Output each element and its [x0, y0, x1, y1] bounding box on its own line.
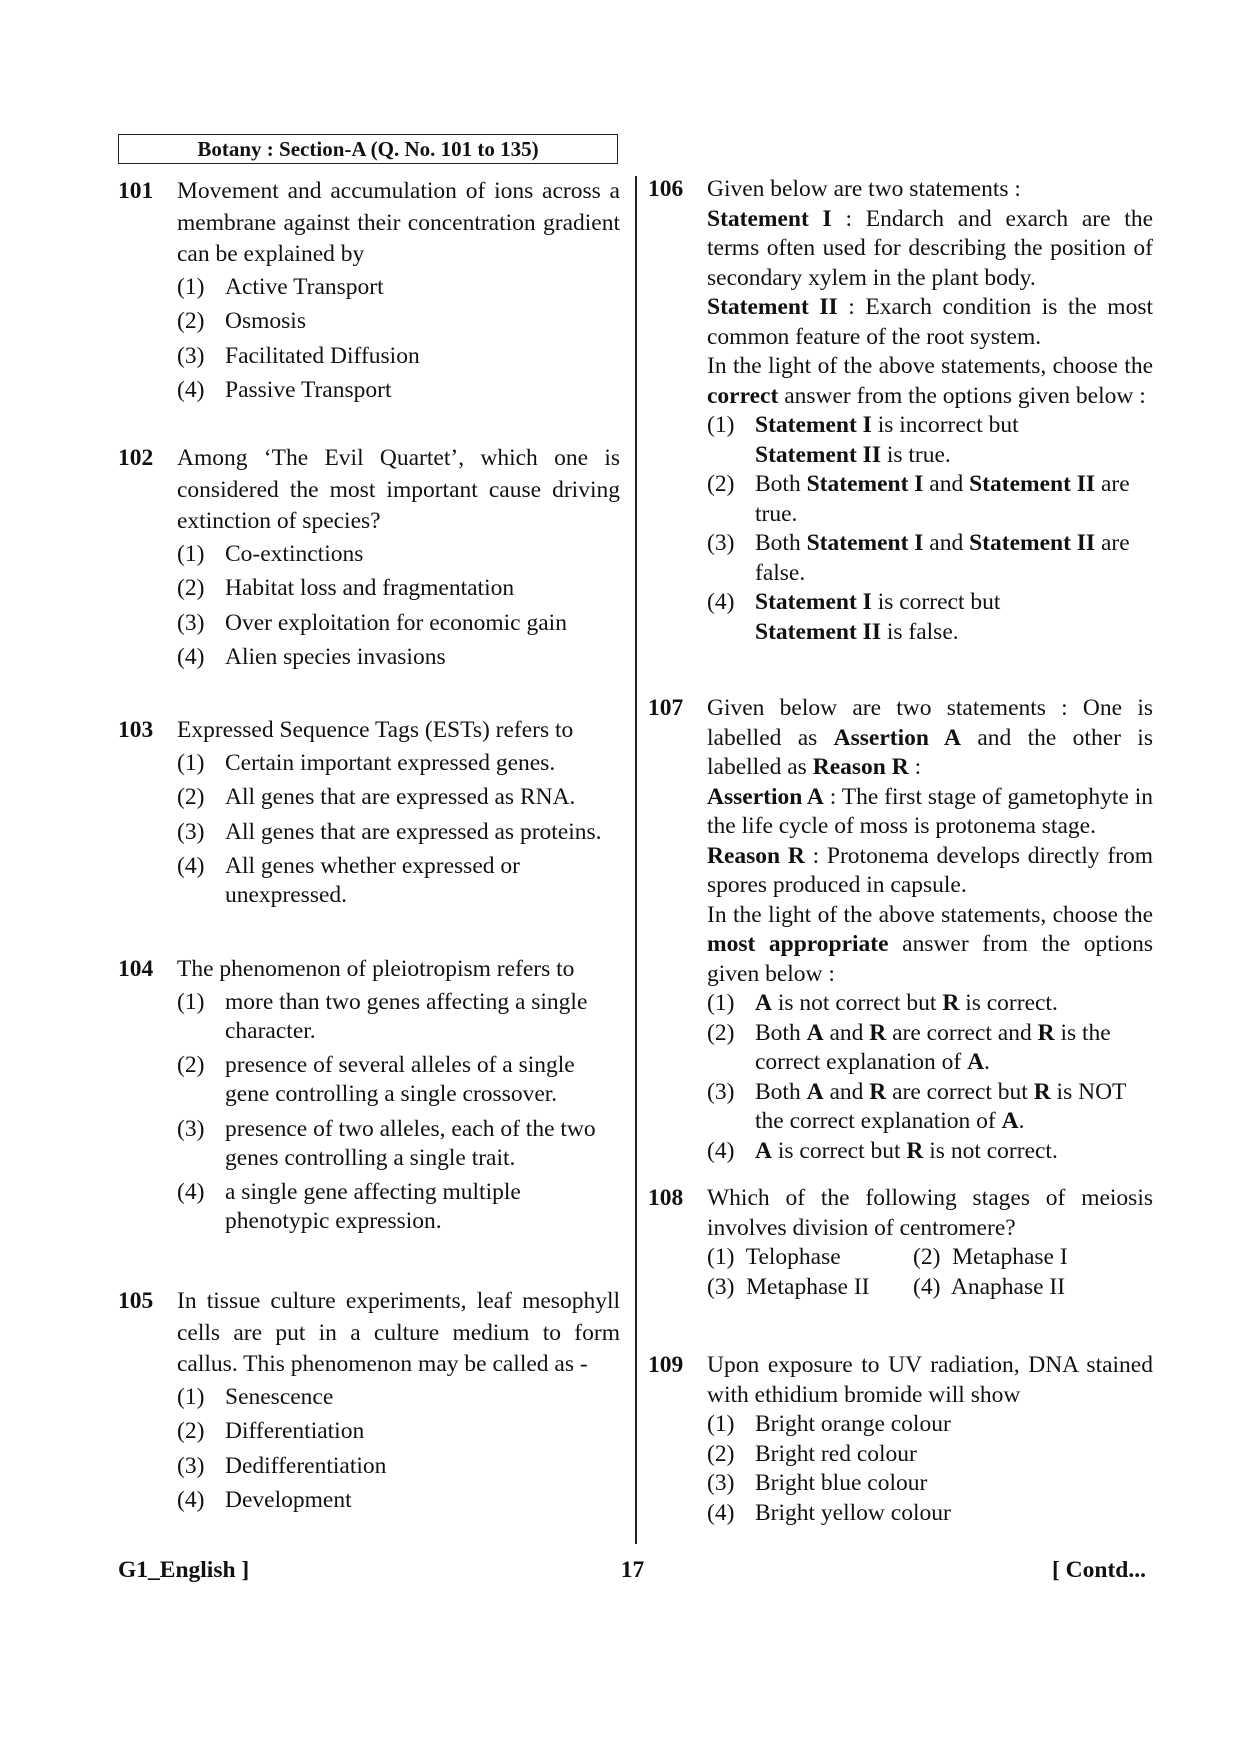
option-2: (2) Habitat loss and fragmentation	[177, 575, 515, 601]
question-number: 105	[118, 1288, 154, 1314]
question-stem: Upon exposure to UV radiation, DNA stained with ethidium bromide will show	[707, 1352, 1153, 1408]
question-number: 106	[648, 176, 684, 202]
option-1: (1) Co-extinctions	[177, 540, 364, 567]
option-4: (4) Passive Transport	[177, 377, 392, 403]
question-number: 104	[118, 956, 154, 982]
question-number: 109	[648, 1352, 684, 1378]
option-3: (3) Dedifferentiation	[177, 1452, 387, 1479]
option-2: (2) Osmosis	[177, 308, 306, 334]
footer-continued: [ Contd...	[1051, 1557, 1146, 1583]
option-1: (1) Telophase	[707, 1244, 841, 1270]
question-101	[118, 176, 620, 405]
question-stem: Movement and accumulation of ions across a membrane against their concentration gradient can be explained by	[177, 178, 620, 267]
option-3: (3) Metaphase II	[707, 1273, 870, 1300]
reason: Reason R : Protonema develops directly from spores produced in capsule.	[707, 842, 1153, 898]
option-4: (4) Development	[177, 1487, 352, 1513]
option-3: (3) presence of two alleles, each of the two genes controlling a single trait.	[177, 1115, 596, 1171]
option-2: (2) All genes that are expressed as RNA.	[177, 784, 576, 810]
question-109	[648, 1351, 1153, 1528]
options-row-2	[707, 1273, 1153, 1303]
footer-paper-code: G1_English ]	[118, 1557, 250, 1583]
question-intro: Given below are two statements : One is labelled as Assertion A and the other is labelled as Reason R :	[707, 695, 1153, 780]
option-2: (2) presence of several alleles of a single gene controlling a single crossover.	[177, 1052, 575, 1107]
assertion: Assertion A : The first stage of gametophyte in the life cycle of moss is protonema stage.	[707, 783, 1153, 839]
question-intro: Given below are two statements :	[707, 176, 1021, 202]
option-1: (1) more than two genes affecting a single character.	[177, 988, 588, 1044]
statement-2: Statement II : Exarch condition is the most common feature of the root system.	[707, 294, 1153, 350]
question-105	[118, 1286, 620, 1515]
option-2: (2) Bright red colour	[707, 1440, 917, 1467]
question-stem: Among ‘The Evil Quartet’, which one is considered the most important cause driving extinction of species?	[177, 445, 620, 534]
option-4: (4) A is correct but R is not correct.	[707, 1137, 1058, 1164]
question-107	[648, 694, 1153, 1166]
option-2: (2) Differentiation	[177, 1418, 365, 1444]
left-column	[118, 176, 620, 1513]
question-stem: The phenomenon of pleiotropism refers to	[177, 956, 575, 982]
question-108	[648, 1184, 1153, 1302]
choose-instruction: In the light of the above statements, choose the correct answer from the options given below :	[707, 353, 1153, 409]
option-3: (3) All genes that are expressed as proteins.	[177, 818, 602, 845]
option-1: (1) Certain important expressed genes.	[177, 749, 556, 776]
option-4: (4) a single gene affecting multiple phenotypic expression.	[177, 1179, 521, 1234]
question-number: 102	[118, 445, 154, 471]
question-103	[118, 715, 620, 910]
option-4: (4) Bright yellow colour	[707, 1499, 951, 1526]
option-3: (3) Bright blue colour	[707, 1470, 928, 1496]
section-title: Botany : Section-A (Q. No. 101 to 135)	[118, 134, 618, 164]
option-4: (4) Anaphase II	[913, 1273, 1066, 1300]
option-3: (3) Over exploitation for economic gain	[177, 609, 567, 636]
options-row-1	[707, 1243, 1153, 1273]
option-1: (1) Active Transport	[177, 273, 384, 300]
question-number: 101	[118, 178, 154, 204]
question-102	[118, 443, 620, 672]
choose-instruction: In the light of the above statements, choose the most appropriate answer from the options given below :	[707, 901, 1153, 987]
option-3: (3) Both A and R are correct but R is NOT the correct explanation of A.	[707, 1078, 1126, 1134]
option-3: (3) Facilitated Diffusion	[177, 342, 420, 369]
option-1: (1) Senescence	[177, 1383, 334, 1410]
option-1: (1) Statement I is incorrect but Statement II is true.	[707, 412, 1019, 468]
question-number: 107	[648, 695, 684, 721]
question-stem: In tissue culture experiments, leaf mesophyll cells are put in a culture medium to form callus. This phenomenon may be called as -	[177, 1288, 620, 1377]
statement-1: Statement I : Endarch and exarch are the terms often used for describing the position of secondary xylem in the plant body.	[707, 205, 1153, 291]
option-2: (2) Metaphase I	[913, 1244, 1068, 1270]
question-106	[648, 175, 1153, 647]
question-number: 108	[648, 1185, 684, 1211]
option-2: (2) Both Statement I and Statement II are true.	[707, 471, 1130, 527]
option-3: (3) Both Statement I and Statement II are false.	[707, 530, 1130, 586]
question-stem: Which of the following stages of meiosis involves division of centromere?	[707, 1185, 1153, 1241]
footer-page-number: 17	[620, 1557, 645, 1583]
option-2: (2) Both A and R are correct and R is the correct explanation of A.	[707, 1019, 1111, 1075]
question-number: 103	[118, 717, 154, 743]
option-1: (1) A is not correct but R is correct.	[707, 990, 1058, 1016]
question-stem: Expressed Sequence Tags (ESTs) refers to	[177, 717, 574, 743]
column-divider	[635, 176, 637, 1544]
option-4: (4) All genes whether expressed or unexpressed.	[177, 853, 520, 908]
question-104	[118, 954, 620, 1236]
option-1: (1) Bright orange colour	[707, 1411, 951, 1437]
option-4: (4) Statement I is correct but Statement II is false.	[707, 589, 1001, 645]
option-4: (4) Alien species invasions	[177, 644, 446, 670]
